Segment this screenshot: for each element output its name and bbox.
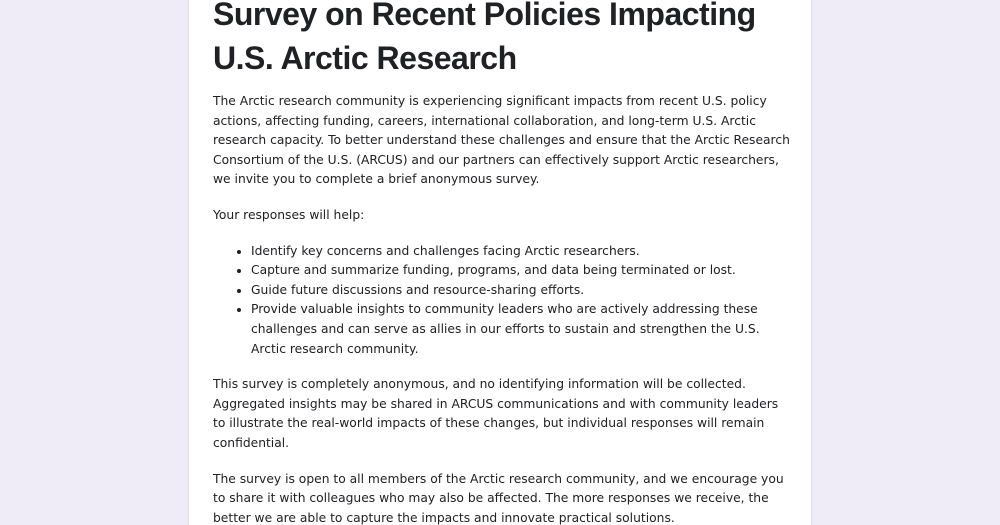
- help-list: [213, 242, 793, 360]
- list-item: • Capture and summarize funding, programs, and data being terminated or lost.: [251, 261, 793, 281]
- list-item: • Provide valuable insights to community leaders who are actively addressing these challenges and can serve as allies in our efforts to sustain and strengthen the U.S. Arctic research community.: [251, 300, 793, 359]
- list-item: • Guide future discussions and resource-sharing efforts.: [251, 281, 793, 301]
- help-heading: Your responses will help:: [213, 207, 365, 222]
- openness-paragraph: The survey is open to all members of the Arctic research community, and we encourage you to share it with colleagues who may also be affected. The more responses we receive, the better we are able to capture the impacts and innovate practical solutions.: [213, 471, 784, 525]
- form-header-card: [188, 0, 812, 525]
- form-description: [213, 92, 793, 525]
- anonymity-paragraph: This survey is completely anonymous, and no identifying information will be collected. Aggregated insights may be shared in ARCUS communications and with community leaders to illustrate the real-world impacts of these changes, but individual responses will remain confidential.: [213, 377, 779, 450]
- intro-paragraph: The Arctic research community is experiencing significant impacts from recent U.S. policy actions, affecting funding, careers, international collaboration, and long-term U.S. Arctic research capacity. To better understand these challenges and ensure that the Arctic Research Consortium of the U.S. (ARCUS) and our partners can effectively support Arctic researchers, we invite you to complete a brief anonymous survey.: [213, 94, 790, 187]
- form-title: Survey on Recent Policies Impacting U.S. Arctic Research: [213, 0, 756, 76]
- list-item: • Identify key concerns and challenges facing Arctic researchers.: [251, 242, 793, 262]
